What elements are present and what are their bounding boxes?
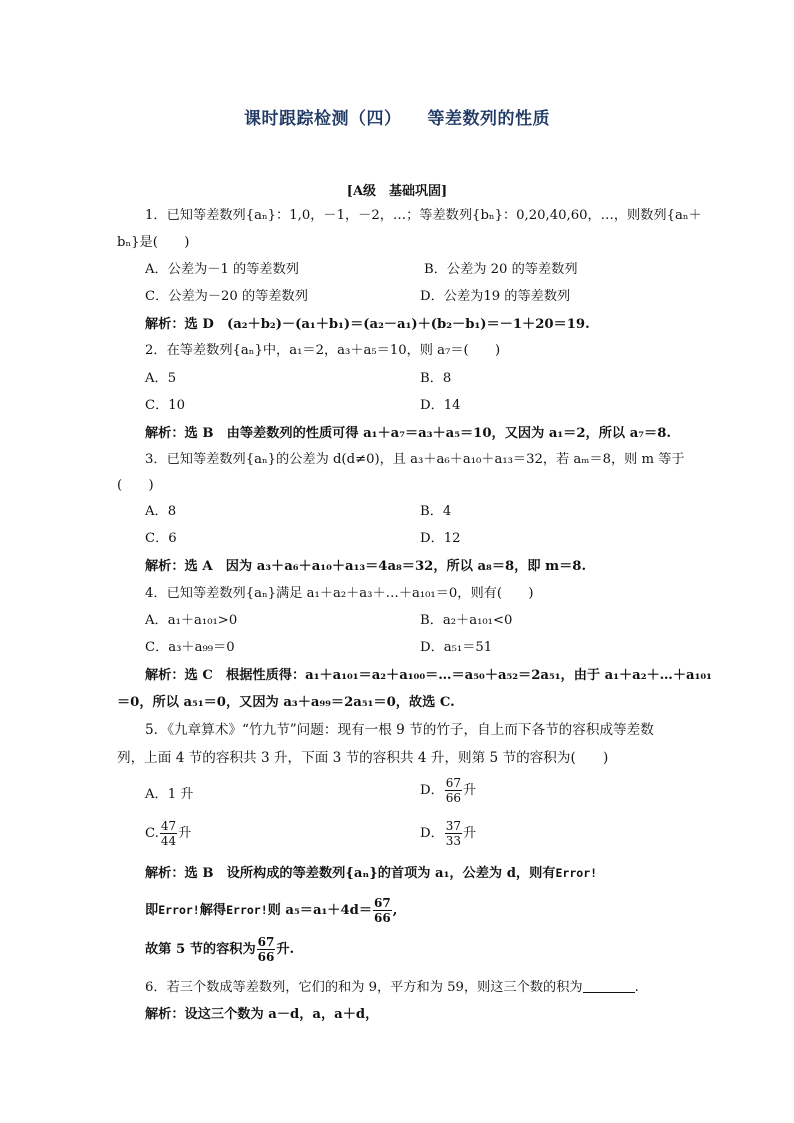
q3-stem-line1: 3．已知等差数列{aₙ}的公差为 d(d≠0)，且 a₃＋a₆＋a₁₀＋a₁₃＝32，若 aₘ＝8，则 m 等于 bbox=[145, 452, 685, 467]
q2-analysis: 解析：选 B 由等差数列的性质可得 a₁＋a₇＝a₃＋a₅＝10，又因为 a₁＝2，所以 a₇＝8. bbox=[145, 426, 671, 441]
q5-option-d1-fraction bbox=[445, 776, 462, 805]
q4-option-a: A．a₁＋a₁₀₁>0 bbox=[145, 613, 238, 628]
q3-option-d: D．12 bbox=[420, 531, 461, 546]
q5-error-text-3: Error! bbox=[226, 903, 268, 917]
q5-analysis-line3 bbox=[145, 935, 294, 964]
q5-analysis-line2-c: 则 a₅＝a₁＋4d＝ bbox=[267, 903, 373, 918]
q5-analysis-line1 bbox=[145, 864, 597, 883]
q1-option-b: B．公差为 20 的等差数列 bbox=[424, 262, 578, 277]
q5-option-c-denominator: 44 bbox=[160, 834, 177, 848]
q5-option-d1-denominator: 66 bbox=[445, 791, 462, 805]
q5-option-c-numerator: 47 bbox=[160, 819, 177, 833]
q5-analysis-line2 bbox=[145, 896, 397, 925]
q1-stem-line1: 1．已知等差数列{aₙ}：1,0，－1，－2，…；等差数列{bₙ}：0,20,40,60，…，则数列{aₙ＋ bbox=[145, 208, 702, 223]
q5-option-a: A．1 升 bbox=[145, 787, 194, 802]
q5-error-text-1: Error! bbox=[555, 866, 598, 880]
q6-answer-blank bbox=[583, 979, 635, 993]
page-title bbox=[0, 104, 794, 129]
q5-analysis-line2-a: 即 bbox=[145, 903, 159, 918]
q4-analysis-line1: 解析：选 C 根据性质得：a₁＋a₁₀₁＝a₂＋a₁₀₀＝…＝a₅₀＋a₅₂＝2a₅₁，由于 a₁＋a₂＋…＋a₁₀₁ bbox=[145, 668, 712, 683]
q2-option-a: A．5 bbox=[145, 371, 177, 386]
q5-option-d2-numerator: 37 bbox=[445, 819, 462, 833]
section-level-label: [A级 基础巩固] bbox=[346, 184, 448, 199]
q3-analysis: 解析：选 A 因为 a₃＋a₆＋a₁₀＋a₁₃＝4a₈＝32，所以 a₈＝8，即 m＝8. bbox=[145, 559, 587, 574]
q5-analysis-line3-numerator: 67 bbox=[257, 935, 275, 949]
q5-option-d1-prefix: D． bbox=[420, 783, 444, 798]
q3-option-a: A．8 bbox=[145, 504, 177, 519]
title-sub: 等差数列的性质 bbox=[427, 109, 550, 129]
q5-option-d1-unit: 升 bbox=[463, 783, 477, 798]
q5-analysis-line2-b: 解得 bbox=[199, 903, 227, 918]
q5-analysis-line2-fraction bbox=[373, 896, 392, 925]
q5-option-d2-denominator: 33 bbox=[445, 834, 462, 848]
q5-option-d2-unit: 升 bbox=[463, 826, 477, 841]
q5-option-c bbox=[145, 819, 191, 848]
q5-error-text-2: Error! bbox=[158, 903, 200, 917]
q5-analysis-line3-denominator: 66 bbox=[257, 950, 275, 964]
q4-stem: 4．已知等差数列{aₙ}满足 a₁＋a₂＋a₃＋…＋a₁₀₁＝0，则有( ) bbox=[145, 586, 534, 601]
q5-option-c-prefix: C. bbox=[145, 826, 159, 841]
q6-stem-end: . bbox=[634, 980, 639, 995]
q5-option-d2 bbox=[420, 819, 476, 848]
title-main: 课时跟踪检测（四） bbox=[244, 109, 402, 129]
q1-option-a: A．公差为－1 的等差数列 bbox=[145, 262, 299, 277]
q4-analysis-line2: ＝0，所以 a₅₁＝0，又因为 a₃＋a₉₉＝2a₅₁＝0，故选 C. bbox=[117, 695, 455, 710]
q3-option-b: B．4 bbox=[420, 504, 452, 519]
q5-analysis-line3-end: 升. bbox=[276, 942, 295, 957]
q4-option-b: B．a₂＋a₁₀₁<0 bbox=[420, 613, 513, 628]
q5-option-d2-prefix: D． bbox=[420, 826, 444, 841]
q5-stem-line1: 5．《九章算术》“竹九节”问题：现有一根 9 节的竹子，自上而下各节的容积成等差数 bbox=[145, 722, 654, 738]
q4-option-d: D．a₅₁＝51 bbox=[420, 640, 493, 655]
q5-option-d1-numerator: 67 bbox=[445, 776, 462, 790]
q6-stem bbox=[145, 979, 639, 997]
q2-stem: 2．在等差数列{aₙ}中，a₁＝2，a₃＋a₅＝10，则 a₇＝( ) bbox=[145, 343, 501, 358]
q3-option-c: C．6 bbox=[145, 531, 177, 546]
q1-analysis: 解析：选 D (a₂＋b₂)－(a₁＋b₁)＝(a₂－a₁)＋(b₂－b₁)＝－1＋20＝19. bbox=[145, 317, 590, 332]
q1-stem-line2: bₙ}是( ) bbox=[117, 235, 190, 250]
q5-option-c-unit: 升 bbox=[178, 826, 192, 841]
q5-analysis-line2-end: , bbox=[392, 903, 398, 918]
q5-analysis-line3-fraction bbox=[257, 935, 276, 964]
q5-analysis-line2-numerator: 67 bbox=[374, 896, 391, 910]
q1-option-d: D．公差为19 的等差数列 bbox=[420, 289, 571, 304]
q5-analysis-line3-a: 故第 5 节的容积为 bbox=[145, 942, 256, 957]
q2-option-d: D．14 bbox=[420, 398, 461, 413]
q5-analysis-line2-denominator: 66 bbox=[374, 911, 391, 925]
q5-option-d2-fraction bbox=[445, 819, 462, 848]
q5-analysis-line1-text: 解析：选 B 设所构成的等差数列{aₙ}的首项为 a₁，公差为 d，则有 bbox=[145, 866, 556, 881]
q4-option-c: C．a₃＋a₉₉＝0 bbox=[145, 640, 235, 655]
q3-stem-line2: ( ) bbox=[117, 478, 154, 493]
q2-option-b: B．8 bbox=[420, 371, 452, 386]
q1-option-c: C．公差为－20 的等差数列 bbox=[145, 289, 308, 304]
q6-analysis: 解析：设这三个数为 a－d，a，a＋d， bbox=[145, 1007, 379, 1022]
q5-option-c-fraction bbox=[160, 819, 177, 848]
q5-option-d1 bbox=[420, 776, 476, 805]
q2-option-c: C．10 bbox=[145, 398, 186, 413]
q5-stem-line2: 列，上面 4 节的容积共 3 升，下面 3 节的容积共 4 升，则第 5 节的容积为( ) bbox=[117, 750, 609, 766]
q6-stem-text: 6．若三个数成等差数列，它们的和为 9，平方和为 59，则这三个数的积为 bbox=[145, 980, 583, 995]
